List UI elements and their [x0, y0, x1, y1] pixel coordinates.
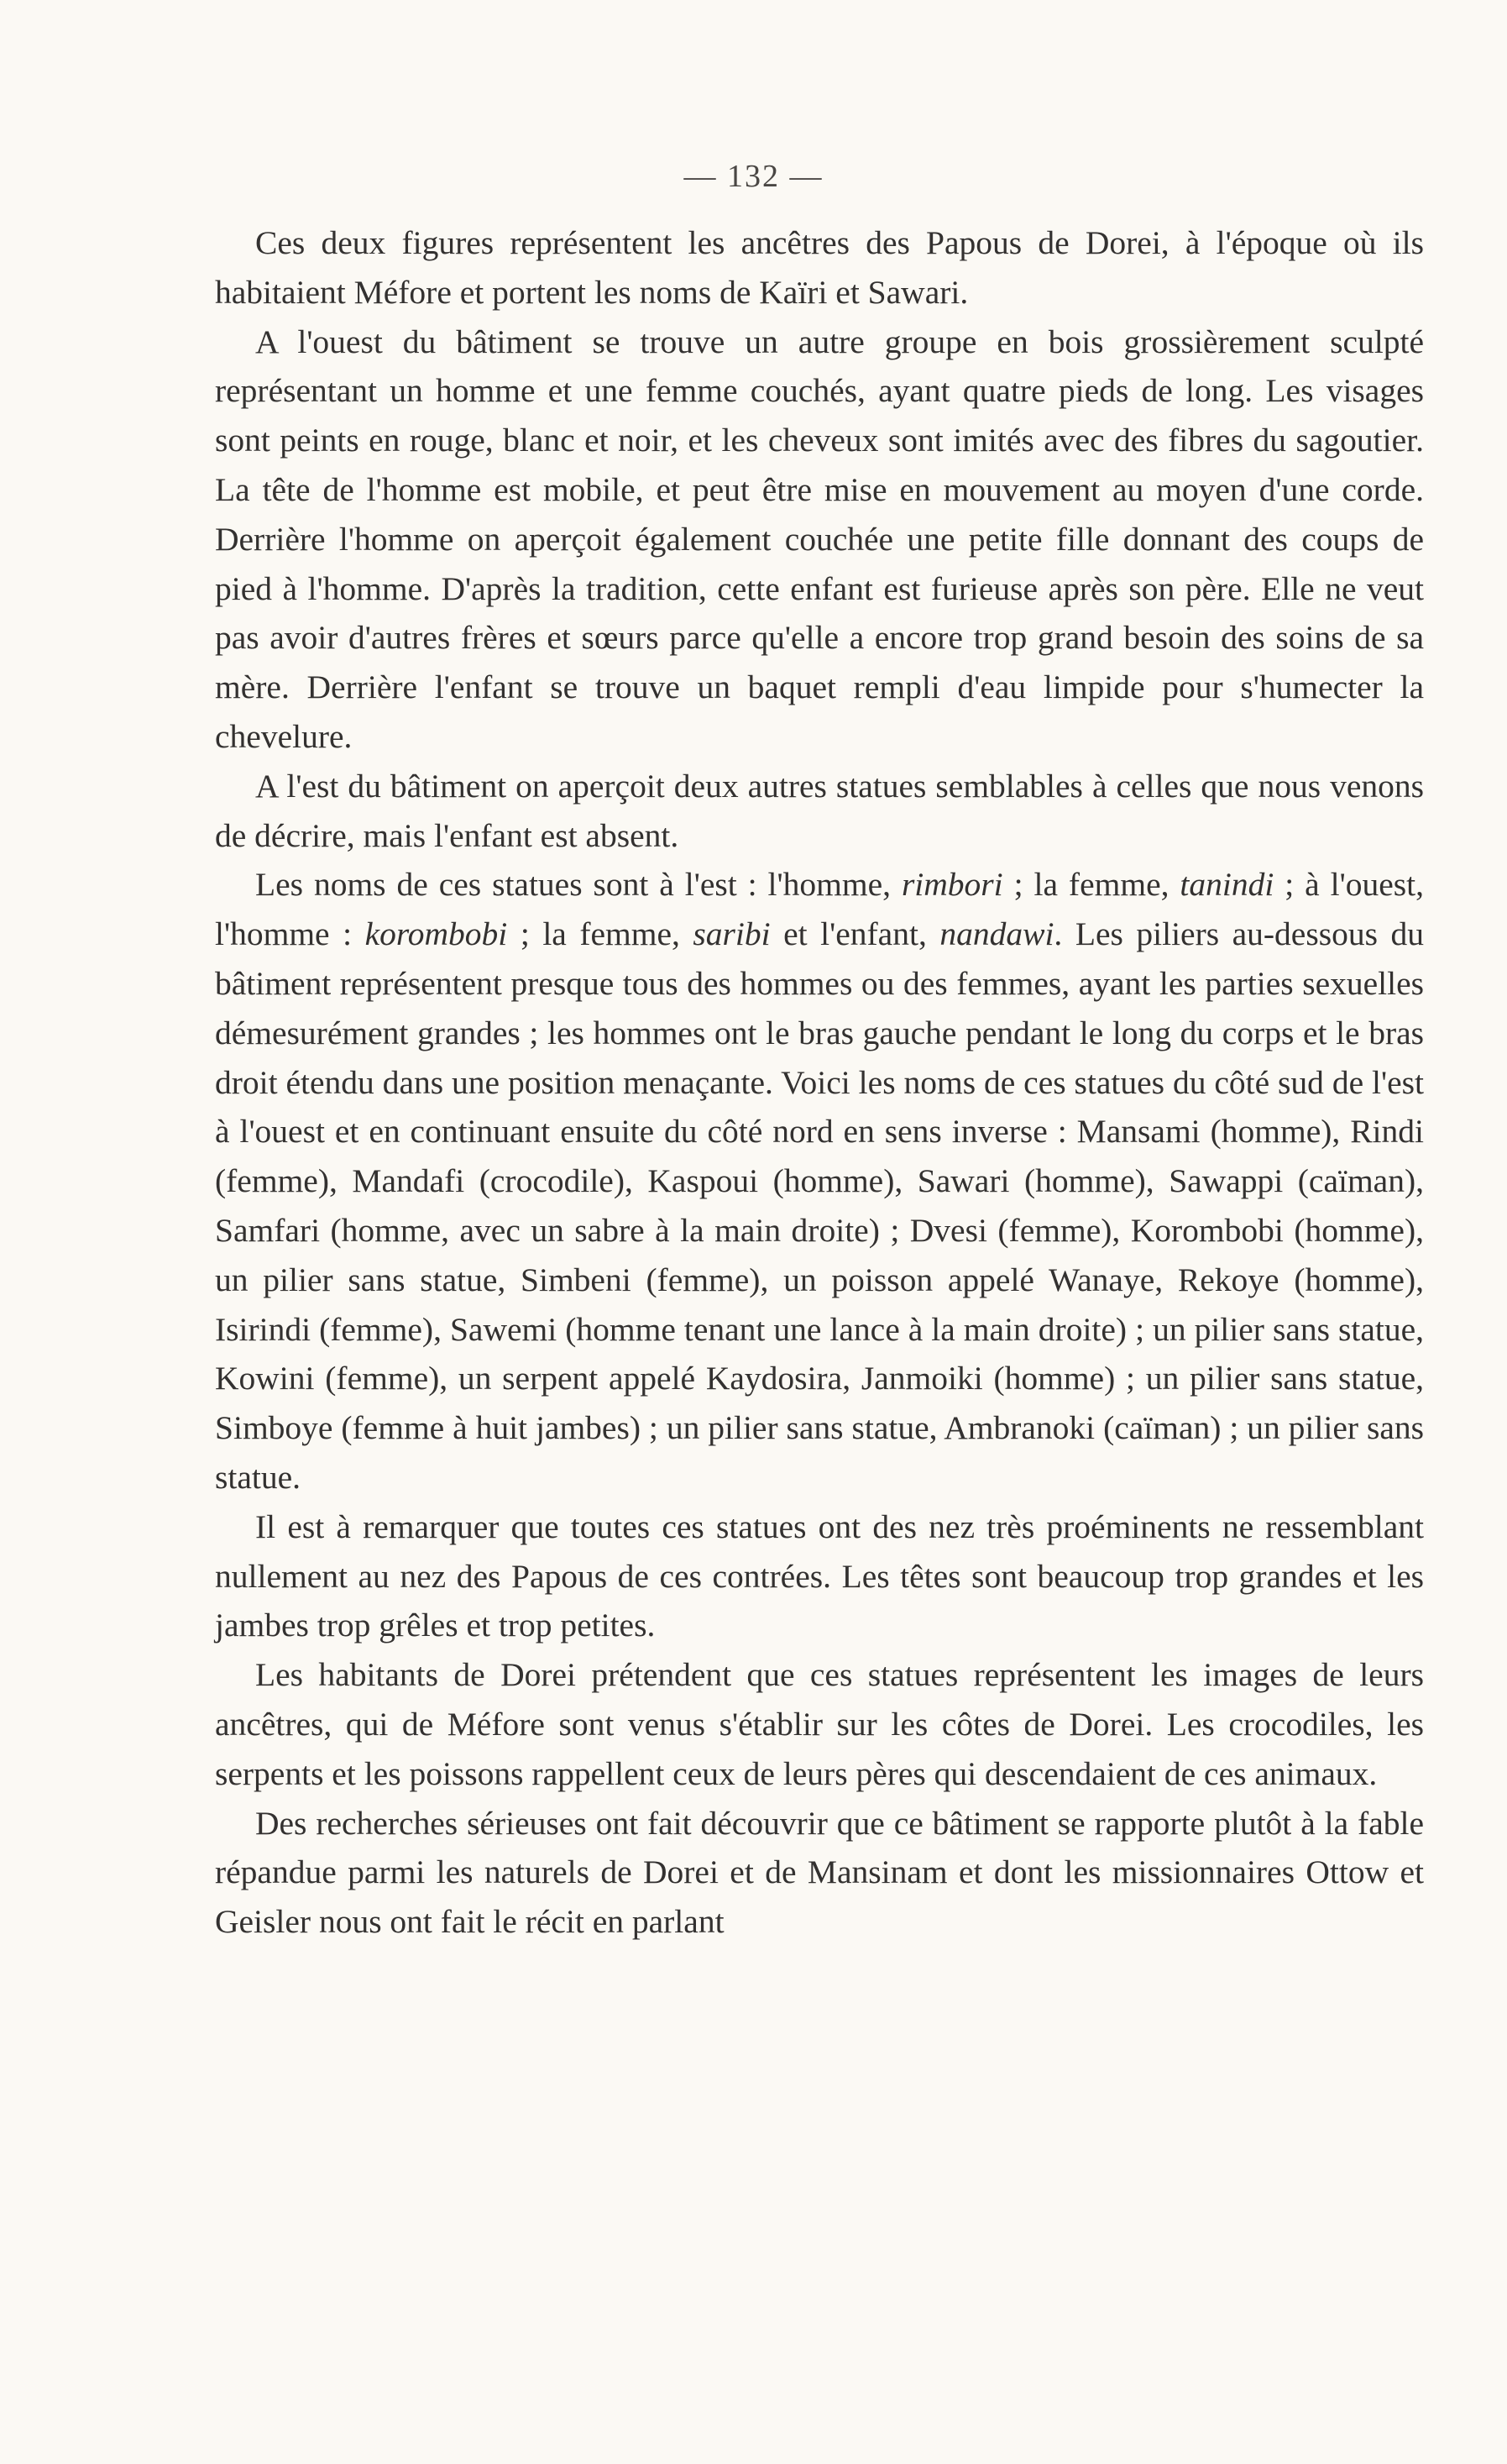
statue-name: nandawi: [939, 915, 1054, 953]
body-text: [215, 218, 1424, 1947]
paragraph-2: A l'ouest du bâtiment se trouve un autre groupe en bois grossièrement sculpté représentant un homme et une femme couchés, ayant quatre pieds de long. Les visages sont peints en rouge, blanc et noir, et les cheveux sont imités avec des fibres du sagoutier. La tête de l'homme est mobile, et peut être mise en mouvement au moyen d'une corde. Derrière l'homme on aperçoit également couchée une petite fille donnant des coups de pied à l'homme. D'après la tradition, cette enfant est furieuse après son père. Elle ne veut pas avoir d'autres frères et sœurs parce qu'elle a encore trop grand besoin des soins de sa mère. Derrière l'enfant se trouve un baquet rempli d'eau limpide pour s'humecter la chevelure.: [215, 322, 1424, 755]
text-run: ; la femme,: [507, 915, 693, 953]
statue-name: korombobi: [364, 915, 508, 953]
text-run: . Les piliers au-dessous du bâtiment représentent presque tous des hommes ou des femmes, ayant les parties sexuelles démesurément grandes ; les hommes ont le bras gauche pendant le long du corps et le bras droit étendu dans une position menaçante. Voici les noms de ces statues du côté sud de l'est à l'ouest et en continuant ensuite du côté nord en sens inverse : Mansami (homme), Rindi (femme), Mandafi (crocodile), Kaspoui (homme), Sawari (homme), Sawappi (caïman), Samfari (homme, avec un sabre à la main droite) ; Dvesi (femme), Korombobi (homme), un pilier sans statue, Simbeni (femme), un poisson appelé Wanaye, Rekoye (homme), Isirindi (femme), Sawemi (homme tenant une lance à la main droite) ; un pilier sans statue, Kowini (femme), un serpent appelé Kaydosira, Janmoiki (homme) ; un pilier sans statue, Simboye (femme à huit jambes) ; un pilier sans statue, Ambranoki (caïman) ; un pilier sans statue.: [215, 915, 1424, 1496]
text-run: Les noms de ces statues sont à l'est : l'homme,: [255, 866, 902, 904]
paragraph-1: Ces deux figures représentent les ancêtres des Papous de Dorei, à l'époque où ils habitaient Méfore et portent les noms de Kaïri et Sawari.: [215, 224, 1424, 311]
paragraph-6: Les habitants de Dorei prétendent que ces statues représentent les images de leurs ancêtres, qui de Méfore sont venus s'établir sur les côtes de Dorei. Les crocodiles, les serpents et les poissons rappellent ceux de leurs pères qui descendaient de ces animaux.: [215, 1656, 1424, 1792]
paragraph-5: Il est à remarquer que toutes ces statues ont des nez très proéminents ne ressemblant nullement au nez des Papous de ces contrées. Les têtes sont beaucoup trop grandes et les jambes trop grêles et trop petites.: [215, 1507, 1424, 1644]
statue-name: rimbori: [901, 866, 1003, 904]
statue-name: saribi: [693, 915, 771, 953]
text-run: et l'enfant,: [770, 915, 940, 953]
statue-name: tanindi: [1180, 866, 1274, 904]
paragraph-3: A l'est du bâtiment on aperçoit deux autres statues semblables à celles que nous venons de décrire, mais l'enfant est absent.: [215, 767, 1424, 854]
paragraph-4: [215, 860, 1424, 1502]
page-number: — 132 —: [683, 159, 824, 194]
text-run: ; à l'ouest, l'homme :: [215, 866, 1424, 953]
text-run: ; la femme,: [1002, 866, 1180, 904]
paragraph-7: Des recherches sérieuses ont fait découvrir que ce bâtiment se rapporte plutôt à la fable répandue parmi les naturels de Dorei et de Mansinam et dont les missionnaires Ottow et Geisler nous ont fait le récit en parlant: [215, 1804, 1424, 1941]
